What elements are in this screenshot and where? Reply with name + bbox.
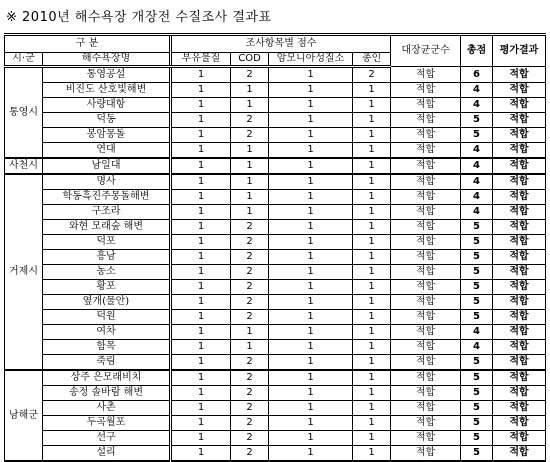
total-score-cell: 5 [461, 220, 493, 235]
header-result: 평가결과 [493, 35, 546, 67]
total-score-cell: 5 [461, 431, 493, 446]
table-row [5, 250, 546, 265]
ammonia-nitrogen-cell: 1 [269, 416, 353, 431]
total-phosphorus-cell: 1 [353, 325, 391, 340]
result-cell: 적합 [493, 98, 546, 113]
coliform-cell: 적합 [391, 325, 461, 340]
cod-cell: 1 [231, 190, 269, 205]
total-score-cell: 5 [461, 128, 493, 143]
table-row [5, 310, 546, 325]
result-cell: 적합 [493, 386, 546, 401]
table-row [5, 370, 546, 386]
total-phosphorus-cell: 1 [353, 220, 391, 235]
cod-cell: 2 [231, 386, 269, 401]
beach-name-cell: 와현 모래숲 해변 [43, 220, 171, 235]
ammonia-nitrogen-cell: 1 [269, 174, 353, 190]
beach-name-cell: 송정 솔바람 해변 [43, 386, 171, 401]
coliform-cell: 적합 [391, 113, 461, 128]
floating-matter-cell: 1 [171, 446, 231, 462]
total-phosphorus-cell: 1 [353, 295, 391, 310]
floating-matter-cell: 1 [171, 431, 231, 446]
beach-name-cell: 봉암몽돌 [43, 128, 171, 143]
total-score-cell: 5 [461, 280, 493, 295]
header-beach-name: 해수욕장명 [43, 53, 171, 67]
result-cell: 적합 [493, 113, 546, 128]
table-row [5, 235, 546, 250]
table-row [5, 128, 546, 143]
floating-matter-cell: 1 [171, 158, 231, 174]
result-cell: 적합 [493, 205, 546, 220]
table-row [5, 386, 546, 401]
results-table-container [4, 33, 545, 458]
total-score-cell: 5 [461, 235, 493, 250]
result-cell: 적합 [493, 143, 546, 159]
coliform-cell: 적합 [391, 295, 461, 310]
table-row [5, 174, 546, 190]
floating-matter-cell: 1 [171, 174, 231, 190]
coliform-cell: 적합 [391, 235, 461, 250]
total-phosphorus-cell: 1 [353, 280, 391, 295]
table-row [5, 67, 546, 83]
ammonia-nitrogen-cell: 1 [269, 401, 353, 416]
total-phosphorus-cell: 1 [353, 431, 391, 446]
beach-name-cell: 여차 [43, 325, 171, 340]
cod-cell: 2 [231, 401, 269, 416]
result-cell: 적합 [493, 265, 546, 280]
total-phosphorus-cell: 1 [353, 128, 391, 143]
cod-cell: 2 [231, 113, 269, 128]
coliform-cell: 적합 [391, 416, 461, 431]
table-row [5, 431, 546, 446]
ammonia-nitrogen-cell: 1 [269, 128, 353, 143]
result-cell: 적합 [493, 446, 546, 462]
ammonia-nitrogen-cell: 1 [269, 67, 353, 83]
result-cell: 적합 [493, 416, 546, 431]
floating-matter-cell: 1 [171, 113, 231, 128]
cod-cell: 2 [231, 295, 269, 310]
total-score-cell: 4 [461, 340, 493, 355]
table-row [5, 143, 546, 159]
floating-matter-cell: 1 [171, 250, 231, 265]
coliform-cell: 적합 [391, 190, 461, 205]
coliform-cell: 적합 [391, 128, 461, 143]
coliform-cell: 적합 [391, 355, 461, 371]
floating-matter-cell: 1 [171, 143, 231, 159]
total-phosphorus-cell: 1 [353, 355, 391, 371]
floating-matter-cell: 1 [171, 128, 231, 143]
total-phosphorus-cell: 1 [353, 174, 391, 190]
floating-matter-cell: 1 [171, 370, 231, 386]
beach-name-cell: 황포 [43, 280, 171, 295]
table-row [5, 340, 546, 355]
total-score-cell: 4 [461, 143, 493, 159]
coliform-cell: 적합 [391, 265, 461, 280]
beach-name-cell: 통영공설 [43, 67, 171, 83]
table-row [5, 355, 546, 371]
cod-cell: 1 [231, 158, 269, 174]
beach-name-cell: 상주 은모래비치 [43, 370, 171, 386]
result-cell: 적합 [493, 401, 546, 416]
ammonia-nitrogen-cell: 1 [269, 235, 353, 250]
coliform-cell: 적합 [391, 280, 461, 295]
floating-matter-cell: 1 [171, 416, 231, 431]
cod-cell: 1 [231, 143, 269, 159]
header-cod: COD [231, 53, 269, 67]
coliform-cell: 적합 [391, 220, 461, 235]
header-items-group: 조사항목별 점수 [171, 35, 391, 53]
beach-name-cell: 덕포 [43, 235, 171, 250]
total-phosphorus-cell: 1 [353, 370, 391, 386]
total-phosphorus-cell: 1 [353, 158, 391, 174]
document-title: ※ 2010년 해수욕장 개장전 수질조사 결과표 [6, 10, 272, 25]
region-cell: 남해군 [5, 370, 43, 461]
cod-cell: 2 [231, 235, 269, 250]
result-cell: 적합 [493, 158, 546, 174]
ammonia-nitrogen-cell: 1 [269, 340, 353, 355]
coliform-cell: 적합 [391, 67, 461, 83]
ammonia-nitrogen-cell: 1 [269, 280, 353, 295]
cod-cell: 1 [231, 325, 269, 340]
total-phosphorus-cell: 2 [353, 67, 391, 83]
cod-cell: 2 [231, 220, 269, 235]
total-phosphorus-cell: 1 [353, 235, 391, 250]
result-cell: 적합 [493, 67, 546, 83]
coliform-cell: 적합 [391, 310, 461, 325]
cod-cell: 1 [231, 174, 269, 190]
table-row [5, 220, 546, 235]
floating-matter-cell: 1 [171, 83, 231, 98]
beach-name-cell: 흥남 [43, 250, 171, 265]
result-cell: 적합 [493, 310, 546, 325]
coliform-cell: 적합 [391, 83, 461, 98]
total-score-cell: 5 [461, 446, 493, 462]
total-phosphorus-cell: 1 [353, 416, 391, 431]
total-score-cell: 4 [461, 83, 493, 98]
result-cell: 적합 [493, 431, 546, 446]
cod-cell: 1 [231, 83, 269, 98]
table-row [5, 446, 546, 462]
floating-matter-cell: 1 [171, 401, 231, 416]
cod-cell: 1 [231, 340, 269, 355]
beach-name-cell: 학동흑진주몽돌해변 [43, 190, 171, 205]
cod-cell: 2 [231, 416, 269, 431]
floating-matter-cell: 1 [171, 280, 231, 295]
ammonia-nitrogen-cell: 1 [269, 98, 353, 113]
total-score-cell: 5 [461, 113, 493, 128]
total-phosphorus-cell: 1 [353, 401, 391, 416]
total-score-cell: 5 [461, 250, 493, 265]
beach-name-cell: 함목 [43, 340, 171, 355]
table-row [5, 401, 546, 416]
ammonia-nitrogen-cell: 1 [269, 325, 353, 340]
table-row [5, 416, 546, 431]
cod-cell: 2 [231, 370, 269, 386]
ammonia-nitrogen-cell: 1 [269, 295, 353, 310]
cod-cell: 2 [231, 67, 269, 83]
cod-cell: 1 [231, 98, 269, 113]
floating-matter-cell: 1 [171, 295, 231, 310]
ammonia-nitrogen-cell: 1 [269, 386, 353, 401]
floating-matter-cell: 1 [171, 190, 231, 205]
table-row [5, 325, 546, 340]
result-cell: 적합 [493, 280, 546, 295]
ammonia-nitrogen-cell: 1 [269, 265, 353, 280]
table-row [5, 265, 546, 280]
total-phosphorus-cell: 1 [353, 386, 391, 401]
table-row [5, 205, 546, 220]
beach-name-cell: 구조라 [43, 205, 171, 220]
total-phosphorus-cell: 1 [353, 83, 391, 98]
ammonia-nitrogen-cell: 1 [269, 190, 353, 205]
beach-name-cell: 사촌 [43, 401, 171, 416]
floating-matter-cell: 1 [171, 205, 231, 220]
ammonia-nitrogen-cell: 1 [269, 83, 353, 98]
beach-name-cell: 비진도 산호빛해변 [43, 83, 171, 98]
result-cell: 적합 [493, 128, 546, 143]
result-cell: 적합 [493, 340, 546, 355]
beach-name-cell: 농소 [43, 265, 171, 280]
total-score-cell: 4 [461, 158, 493, 174]
total-score-cell: 5 [461, 386, 493, 401]
cod-cell: 2 [231, 431, 269, 446]
result-cell: 적합 [493, 325, 546, 340]
beach-name-cell: 옆개(물안) [43, 295, 171, 310]
total-phosphorus-cell: 1 [353, 143, 391, 159]
table-row [5, 113, 546, 128]
total-score-cell: 4 [461, 190, 493, 205]
table-row [5, 158, 546, 174]
coliform-cell: 적합 [391, 158, 461, 174]
result-cell: 적합 [493, 370, 546, 386]
result-cell: 적합 [493, 83, 546, 98]
floating-matter-cell: 1 [171, 67, 231, 83]
cod-cell: 2 [231, 265, 269, 280]
coliform-cell: 적합 [391, 386, 461, 401]
total-score-cell: 5 [461, 310, 493, 325]
ammonia-nitrogen-cell: 1 [269, 205, 353, 220]
beach-name-cell: 선구 [43, 431, 171, 446]
cod-cell: 1 [231, 205, 269, 220]
floating-matter-cell: 1 [171, 386, 231, 401]
table-row [5, 83, 546, 98]
header-total-phosphorus: 총인 [353, 53, 391, 67]
coliform-cell: 적합 [391, 143, 461, 159]
total-phosphorus-cell: 1 [353, 310, 391, 325]
header-sigun: 시·군 [5, 53, 43, 67]
total-score-cell: 5 [461, 295, 493, 310]
total-score-cell: 4 [461, 174, 493, 190]
table-row [5, 190, 546, 205]
total-phosphorus-cell: 1 [353, 190, 391, 205]
water-quality-results-table [4, 33, 546, 462]
total-phosphorus-cell: 1 [353, 265, 391, 280]
cod-cell: 2 [231, 280, 269, 295]
coliform-cell: 적합 [391, 205, 461, 220]
result-cell: 적합 [493, 174, 546, 190]
ammonia-nitrogen-cell: 1 [269, 370, 353, 386]
header-ammonia-nitrogen: 암모니아성질소 [269, 53, 353, 67]
beach-name-cell: 남일대 [43, 158, 171, 174]
cod-cell: 2 [231, 310, 269, 325]
total-score-cell: 4 [461, 205, 493, 220]
coliform-cell: 적합 [391, 370, 461, 386]
coliform-cell: 적합 [391, 250, 461, 265]
ammonia-nitrogen-cell: 1 [269, 143, 353, 159]
table-row [5, 280, 546, 295]
coliform-cell: 적합 [391, 446, 461, 462]
total-score-cell: 6 [461, 67, 493, 83]
header-total: 총점 [461, 35, 493, 67]
cod-cell: 2 [231, 128, 269, 143]
result-cell: 적합 [493, 220, 546, 235]
header-floating-matter: 부유물질 [171, 53, 231, 67]
cod-cell: 2 [231, 446, 269, 462]
total-score-cell: 5 [461, 265, 493, 280]
total-score-cell: 5 [461, 401, 493, 416]
floating-matter-cell: 1 [171, 220, 231, 235]
cod-cell: 2 [231, 355, 269, 371]
total-score-cell: 4 [461, 98, 493, 113]
total-phosphorus-cell: 1 [353, 340, 391, 355]
beach-name-cell: 사량대항 [43, 98, 171, 113]
result-cell: 적합 [493, 235, 546, 250]
floating-matter-cell: 1 [171, 98, 231, 113]
cod-cell: 2 [231, 250, 269, 265]
region-cell: 통영시 [5, 67, 43, 159]
ammonia-nitrogen-cell: 1 [269, 220, 353, 235]
header-coliform: 대장균군수 [391, 35, 461, 67]
total-phosphorus-cell: 1 [353, 205, 391, 220]
coliform-cell: 적합 [391, 401, 461, 416]
table-row [5, 295, 546, 310]
ammonia-nitrogen-cell: 1 [269, 113, 353, 128]
total-score-cell: 5 [461, 416, 493, 431]
ammonia-nitrogen-cell: 1 [269, 431, 353, 446]
ammonia-nitrogen-cell: 1 [269, 446, 353, 462]
total-score-cell: 5 [461, 370, 493, 386]
coliform-cell: 적합 [391, 98, 461, 113]
total-phosphorus-cell: 1 [353, 113, 391, 128]
coliform-cell: 적합 [391, 340, 461, 355]
result-cell: 적합 [493, 355, 546, 371]
result-cell: 적합 [493, 295, 546, 310]
floating-matter-cell: 1 [171, 265, 231, 280]
ammonia-nitrogen-cell: 1 [269, 158, 353, 174]
region-cell: 사천시 [5, 158, 43, 174]
region-cell: 거제시 [5, 174, 43, 370]
beach-name-cell: 연대 [43, 143, 171, 159]
total-phosphorus-cell: 1 [353, 250, 391, 265]
beach-name-cell: 덕원 [43, 310, 171, 325]
beach-name-cell: 설리 [43, 446, 171, 462]
floating-matter-cell: 1 [171, 340, 231, 355]
beach-name-cell: 두곡월포 [43, 416, 171, 431]
beach-name-cell: 덕동 [43, 113, 171, 128]
floating-matter-cell: 1 [171, 325, 231, 340]
header-gubun: 구 분 [5, 35, 171, 53]
floating-matter-cell: 1 [171, 235, 231, 250]
beach-name-cell: 죽림 [43, 355, 171, 371]
ammonia-nitrogen-cell: 1 [269, 310, 353, 325]
beach-name-cell: 명사 [43, 174, 171, 190]
total-phosphorus-cell: 1 [353, 446, 391, 462]
floating-matter-cell: 1 [171, 310, 231, 325]
result-cell: 적합 [493, 250, 546, 265]
total-phosphorus-cell: 1 [353, 98, 391, 113]
ammonia-nitrogen-cell: 1 [269, 355, 353, 371]
result-cell: 적합 [493, 190, 546, 205]
total-score-cell: 4 [461, 325, 493, 340]
floating-matter-cell: 1 [171, 355, 231, 371]
total-score-cell: 5 [461, 355, 493, 371]
coliform-cell: 적합 [391, 174, 461, 190]
coliform-cell: 적합 [391, 431, 461, 446]
results-table-body [5, 67, 546, 462]
table-row [5, 98, 546, 113]
ammonia-nitrogen-cell: 1 [269, 250, 353, 265]
